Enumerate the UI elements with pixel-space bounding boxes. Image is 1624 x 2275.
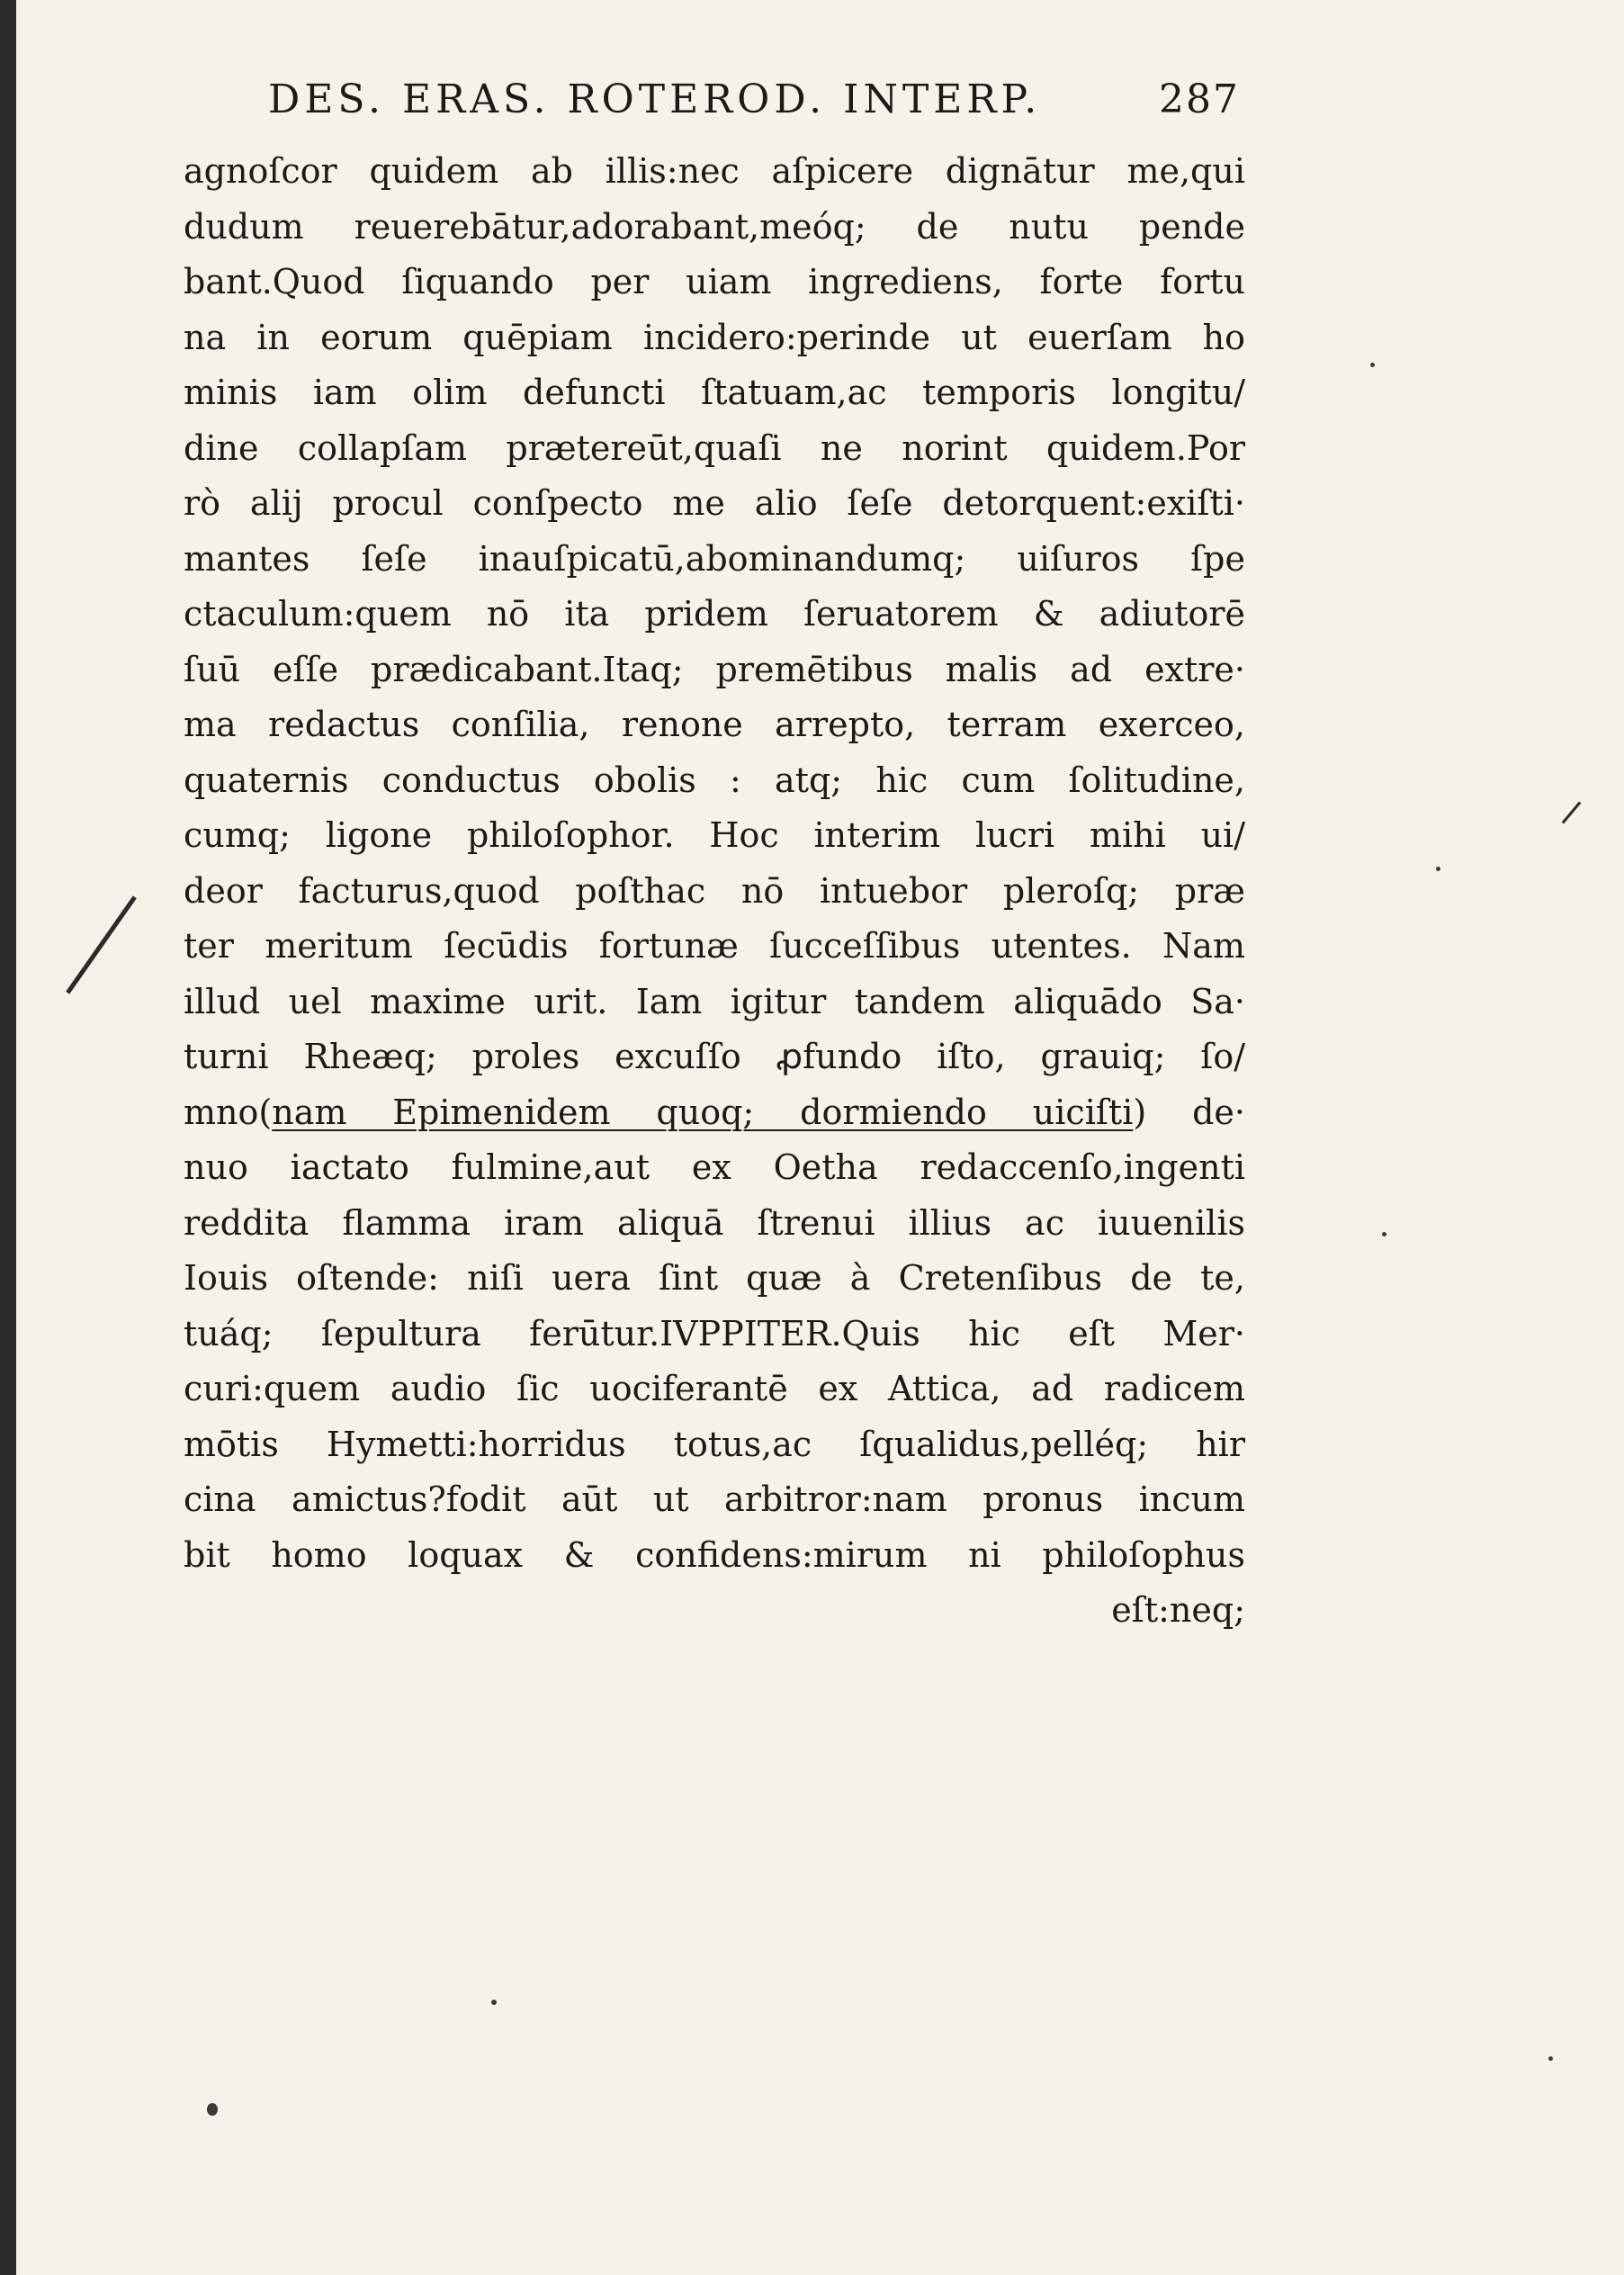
ink-speck (207, 2103, 218, 2116)
page-number: 287 (1159, 76, 1240, 122)
margin-tick-mark (1562, 802, 1582, 824)
ink-speck (1382, 1232, 1386, 1236)
text-line: ctaculum:quem nō ita pridem ſeruatorem & adiutorē (184, 594, 1245, 634)
text-line: ter meritum ſecūdis fortunæ ſucceſſibus utentes. Nam (184, 926, 1245, 966)
text-line: cina amictus?fodit aūt ut arbitror:nam pronus incum (184, 1479, 1245, 1519)
line-start: mno( (184, 1092, 273, 1132)
text-line: mōtis Hymetti:horridus totus,ac ſqualidus,pelléq; hir (184, 1424, 1245, 1464)
text-line: bant.Quod ſiquando per uiam ingrediens, forte fortu (184, 262, 1245, 301)
text-line: dine collapſam prætereūt,quaſi ne norint quidem.Por (184, 427, 1245, 468)
text-line: deor facturus,quod poſthac nō intuebor pleroſq; præ (184, 870, 1245, 911)
text-line: curi:quem audio ſic uociferantē ex Attica, ad radicem (184, 1369, 1245, 1408)
text-line: rò alij procul conſpecto me alio ſeſe detorquent:exiſti· (184, 483, 1245, 523)
ink-speck (1548, 2056, 1553, 2061)
line-end: ) de· (1133, 1092, 1245, 1132)
catchword: eſt:neq; (1111, 1590, 1245, 1630)
text-line: tuáq; ſepultura ferūtur.IVPPITER.Quis hic eſt Mer· (184, 1313, 1245, 1353)
text-line-underlined (184, 1085, 1245, 1141)
text-line: minis iam olim defuncti ſtatuam,ac temporis longitu/ (184, 373, 1245, 412)
text-line: na in eorum quēpiam incidero:perinde ut euerſam ho (184, 317, 1245, 357)
ink-speck (1436, 867, 1440, 871)
margin-slash-mark (66, 895, 137, 994)
text-line: dudum reuerebātur,adorabant,meóq; de nutu pende (184, 206, 1245, 247)
text-line: bit homo loquax & confidens:mirum ni philoſophus (184, 1534, 1245, 1575)
underlined-passage: nam Epimenidem quoq; dormiendo uiciſti (272, 1092, 1134, 1132)
ink-speck (1370, 363, 1375, 367)
ink-speck (491, 2000, 497, 2005)
text-line: ma redactus conſilia, renone arrepto, terram exerceo, (184, 705, 1245, 744)
text-line: nuo iactato fulmine,aut ex Oetha redaccenſo,ingenti (184, 1147, 1245, 1187)
text-line: Iouis oſtende: niſi uera ſint quæ à Cretenſibus de te, (184, 1258, 1245, 1298)
running-title: DES. ERAS. ROTEROD. INTERP. (268, 76, 1042, 122)
running-head (259, 76, 1240, 130)
text-line: cumq; ligone philoſophor. Hoc interim lucri mihi ui/ (184, 815, 1245, 855)
text-line: ſuū eſſe prædicabant.Itaq; premētibus malis ad extre· (184, 649, 1245, 689)
text-line: agnoſcor quidem ab illis:nec aſpicere dignātur me,qui (184, 151, 1245, 191)
text-line: reddita flamma iram aliquā ſtrenui illius ac iuuenilis (184, 1202, 1245, 1243)
text-line: quaternis conductus obolis : atq; hic cum ſolitudine, (184, 760, 1245, 800)
text-line: mantes ſeſe inauſpicatū,abominandumq; uiſuros ſpe (184, 538, 1245, 579)
text-line: illud uel maxime urit. Iam igitur tandem aliquādo Sa· (184, 981, 1245, 1021)
text-line: turni Rheæq; proles excuſſo ꝓfundo iſto, grauiq; ſo/ (184, 1037, 1245, 1076)
body-text (184, 144, 1245, 1639)
